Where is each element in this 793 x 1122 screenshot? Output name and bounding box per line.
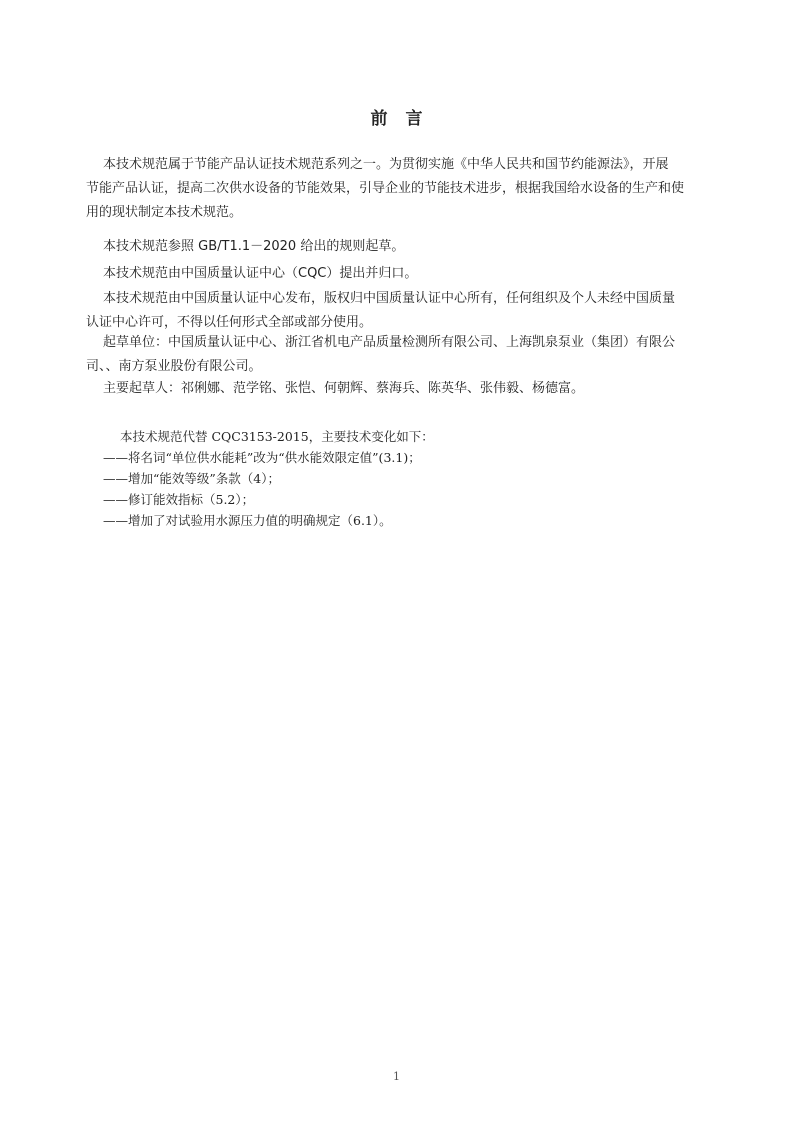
paragraph-scope [86, 153, 723, 225]
paragraph-line: 节能产品认证，提高二次供水设备的节能效果，引导企业的节能技术进步，根据我国给水设备的生产和使 [86, 181, 685, 196]
paragraph-line: 本技术规范由中国质量认证中心发布，版权归中国质量认证中心所有，任何组织及个人未经中国质量 [103, 291, 676, 306]
paragraph-line: 认证中心许可，不得以任何形式全部或部分使用。 [86, 315, 373, 330]
change-item: ——将名词“单位供水能耗”改为“供水能效限定值”(3.1)； [103, 450, 421, 465]
paragraph-drafting-units [86, 331, 723, 379]
technical-changes-list [103, 426, 703, 531]
paragraph-line: 起草单位：中国质量认证中心、浙江省机电产品质量检测所有限公司、上海凯泉泵业（集团）有限公 [103, 335, 676, 350]
paragraph-line: 本技术规范属于节能产品认证技术规范系列之一。为贯彻实施《中华人民共和国节约能源法》，开展 [103, 157, 669, 172]
paragraph-drafting-rules [103, 235, 723, 259]
paragraph-copyright [86, 287, 723, 335]
changes-intro: 本技术规范代替 CQC3153-2015，主要技术变化如下： [120, 429, 434, 444]
change-item: ——修订能效指标（5.2）； [103, 492, 255, 507]
change-item: ——增加“能效等级”条款（4）； [103, 471, 280, 486]
paragraph-line: 本技术规范由中国质量认证中心（CQC）提出并归口。 [103, 266, 418, 281]
paragraph-proposer [103, 262, 723, 286]
paragraph-line: 主要起草人：祁俐娜、范学铭、张恺、何朝辉、蔡海兵、陈英华、张伟毅、杨德富。 [103, 381, 585, 396]
paragraph-line: 用的现状制定本技术规范。 [86, 205, 243, 220]
paragraph-drafters [103, 377, 723, 401]
paragraph-line: 司、、南方泵业股份有限公司。 [86, 359, 262, 374]
change-item: ——增加了对试验用水源压力值的明确规定（6.1）。 [103, 513, 392, 528]
paragraph-line: 本技术规范参照 GB/T1.1－2020 给出的规则起草。 [103, 239, 405, 254]
page-number: 1 [393, 1070, 400, 1083]
page-title: 前言 [370, 109, 441, 129]
